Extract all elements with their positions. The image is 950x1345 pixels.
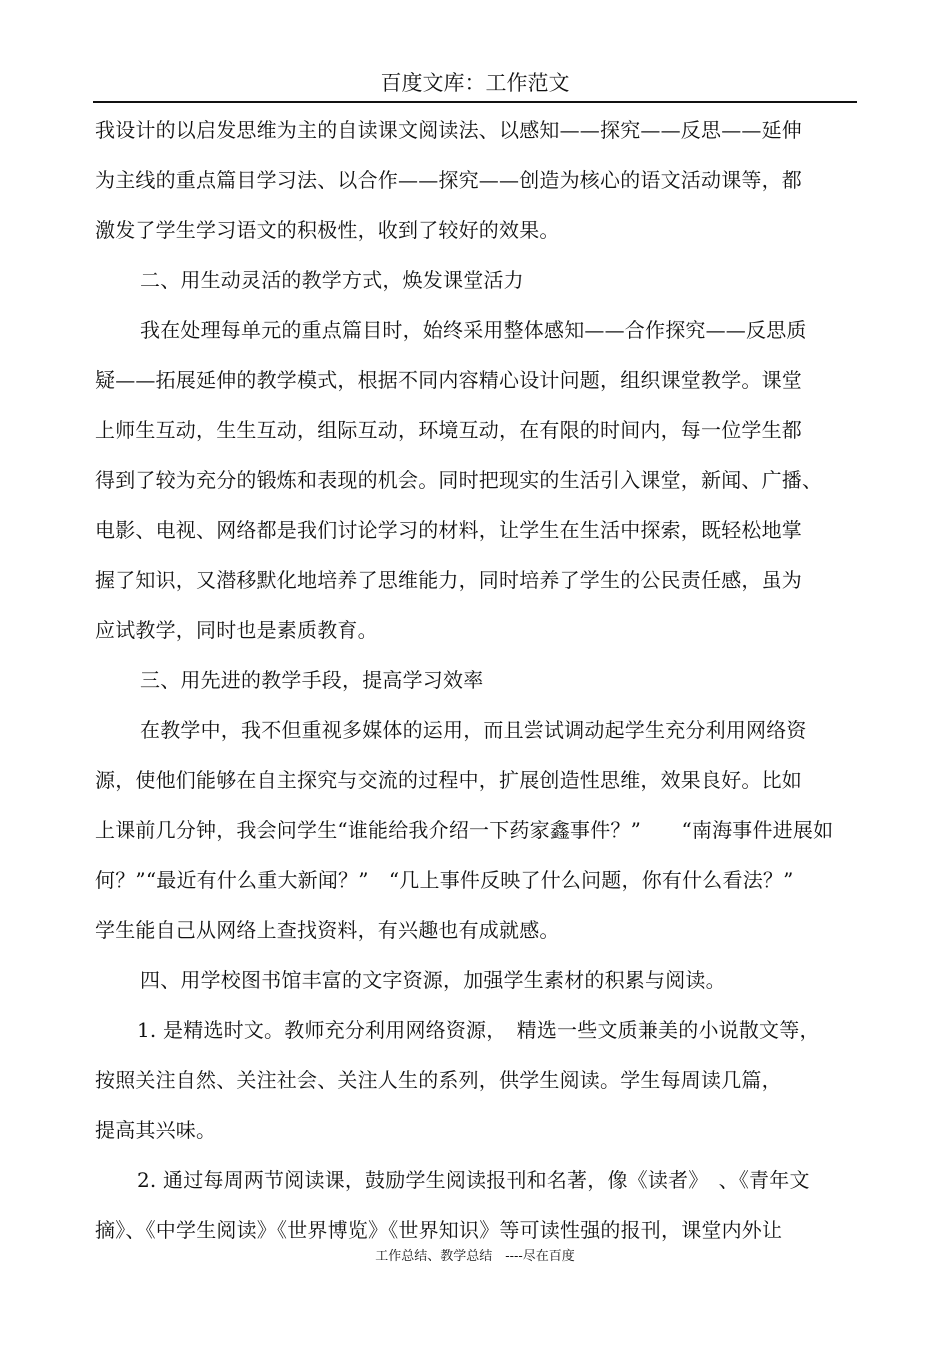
text-line: 我在处理每单元的重点篇目时，始终采用整体感知——合作探究——反思质 [140,318,807,342]
text-line: 疑——拓展延伸的教学模式，根据不同内容精心设计问题，组织课堂教学。课堂 [95,368,802,392]
list-item-line: 1. 是精选时文。教师充分利用网络资源， 精选一些文质兼美的小说散文等， [137,1018,820,1042]
text-line: 在教学中，我不但重视多媒体的运用，而且尝试调动起学生充分利用网络资 [140,718,807,742]
section-heading: 三、用先进的教学手段，提高学习效率 [140,668,484,692]
header-rule [93,101,857,103]
text-line: 电影、电视、网络都是我们讨论学习的材料，让学生在生活中探索，既轻松地掌 [95,518,802,542]
text-line: 源，使他们能够在自主探究与交流的过程中，扩展创造性思维，效果良好。比如 [95,768,802,792]
page-header-title: 百度文库：工作范文 [380,71,570,95]
section-heading: 二、用生动灵活的教学方式，焕发课堂活力 [140,268,524,292]
text-line: 为主线的重点篇目学习法、以合作——探究——创造为核心的语文活动课等，都 [95,168,802,192]
text-line: 握了知识，又潜移默化地培养了思维能力，同时培养了学生的公民责任感，虽为 [95,568,802,592]
section-heading: 四、用学校图书馆丰富的文字资源，加强学生素材的积累与阅读。 [140,968,726,992]
page-footer: 工作总结、教学总结 ----尽在百度 [375,1249,575,1264]
text-line: 摘》、《中学生阅读》《世界博览》《世界知识》等可读性强的报刊，课堂内外让 [95,1218,783,1242]
text-line: 何？”“最近有什么重大新闻？” “几上事件反映了什么问题，你有什么看法？” [95,868,794,892]
list-item-line: 2. 通过每周两节阅读课，鼓励学生阅读报刊和名著，像《读者》 、《青年文 [137,1168,810,1192]
text-line: 提高其兴味。 [95,1118,217,1142]
text-line: 我设计的以启发思维为主的自读课文阅读法、以感知——探究——反思——延伸 [95,118,802,142]
text-line: 上课前几分钟，我会问学生“谁能给我介绍一下药家鑫事件？” “南海事件进展如 [95,818,834,842]
text-line: 按照关注自然、关注社会、关注人生的系列，供学生阅读。学生每周读几篇， [95,1068,782,1092]
text-line: 得到了较为充分的锻炼和表现的机会。同时把现实的生活引入课堂，新闻、广播、 [95,468,823,492]
text-line: 上师生互动，生生互动，组际互动，环境互动，在有限的时间内，每一位学生都 [95,418,802,442]
text-line: 激发了学生学习语文的积极性，收到了较好的效果。 [95,218,560,242]
text-line: 应试教学，同时也是素质教育。 [95,618,378,642]
text-line: 学生能自己从网络上查找资料，有兴趣也有成就感。 [95,918,560,942]
